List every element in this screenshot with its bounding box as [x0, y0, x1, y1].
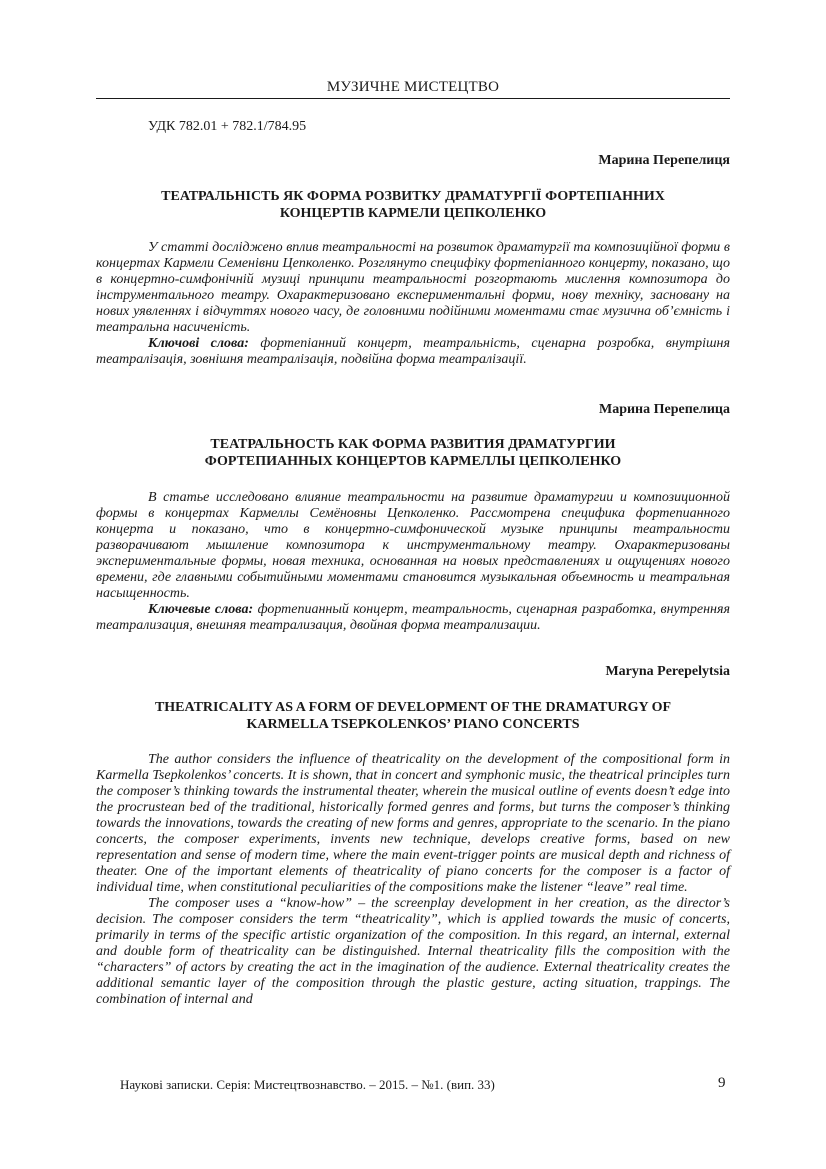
footer-citation: Наукові записки. Серія: Мистецтвознавство. – 2015. – №1. (вип. 33) [120, 1077, 495, 1092]
header-rule [96, 98, 730, 99]
keywords-uk [96, 336, 730, 368]
abstract-uk-text: У статті досліджено вплив театральності на розвиток драматургії та композиційної форми в концертах Кармели Семенівни Цепколенко. Розглянуто специфіку фортепіанного концерту, показано, що в концертно-симфонічній музиці принципи театральності розгортають мислення композитора до інструментального театру. Охарактеризовано експериментальні форми, нову техніку, засновану на нових уявленнях і відчуттях нового часу, де головними подійними моментами стає музична об’ємність і театральна насиченість. [96, 240, 730, 335]
title-uk [96, 188, 730, 222]
title-ru [96, 436, 730, 470]
title-uk-line1: ТЕАТРАЛЬНІСТЬ ЯК ФОРМА РОЗВИТКУ ДРАМАТУРГІЇ ФОРТЕПІАННИХ [161, 189, 665, 204]
title-en [96, 699, 730, 733]
author-uk: Марина Перепелиця [598, 153, 730, 168]
title-en-line2: KARMELLA TSEPKOLENKOS’ PIANO CONCERTS [246, 717, 580, 732]
abstract-ru-text: В статье исследовано влияние театральности на развитие драматургии и композиционной формы в концертах Кармеллы Семёновны Цепколенко. Рассмотрена специфика фортепианного концерта и показано, что в концертно-симфонической музыке принципы театральности разворачивают мышление композитора к инструментальному театру. Охарактеризованы экспериментальные формы, новая техника, основанная на новых представлениях и ощущениях нового времени, где главными событийными моментами становится музыкальная объемность и театральная насыщенность. [96, 490, 730, 601]
summary-en-paragraph-1: The author considers the influence of theatricality on the development of the compositional form in Karmella Tsepkolenkos’ concerts. It is shown, that in concert and symphonic music, the theatrical principles turn the composer’s thinking towards the instrumental theater, wherein the musical outline of events doesn’t edge into the procrustean bed of the traditional, historically formed genres and forms, but turns the composer’s thinking towards the innovations, towards the creating of new forms and genres, appropriate to the scenario. In the piano concerts, the composer experiments, invents new technique, develops creative forms, based on new representation and sense of modern time, where the main event-trigger points are musical depth and richness of theater. One of the important elements of theatricality of piano concerts for the composer is a factor of individual time, when constitutional peculiarities of the compositions make the listener “leave” real time. [96, 752, 730, 895]
abstract-uk [96, 240, 730, 368]
keywords-uk-text: фортепіанний концерт, театральність, сценарна розробка, внутрішня театралізація, зовнішня театралізація, подвійна форма театралізації. [96, 336, 730, 367]
abstract-ru [96, 490, 730, 634]
running-head: МУЗИЧНЕ МИСТЕЦТВО [326, 79, 500, 95]
summary-en [96, 752, 730, 1008]
keywords-uk-label: Ключові слова: [148, 336, 249, 351]
title-en-line1: THEATRICALITY AS A FORM OF DEVELOPMENT OF THE DRAMATURGY OF [154, 700, 672, 715]
keywords-ru-label: Ключевые слова: [148, 602, 254, 617]
page-number: 9 [718, 1075, 726, 1091]
title-ru-line1: ТЕАТРАЛЬНОСТЬ КАК ФОРМА РАЗВИТИЯ ДРАМАТУРГИИ [210, 437, 616, 452]
author-en: Maryna Perepelytsia [605, 664, 730, 679]
keywords-ru [96, 602, 730, 634]
title-uk-line2: КОНЦЕРТІВ КАРМЕЛИ ЦЕПКОЛЕНКО [279, 206, 547, 221]
title-ru-line2: ФОРТЕПИАННЫХ КОНЦЕРТОВ КАРМЕЛЛЫ ЦЕПКОЛЕНКО [204, 454, 622, 469]
keywords-ru-text: фортепианный концерт, театральность, сценарная разработка, внутренняя театрализация, внешняя театрализация, двойная форма театрализации. [96, 602, 730, 633]
author-ru: Марина Перепелица [598, 402, 730, 417]
udc-code: УДК 782.01 + 782.1/784.95 [148, 119, 307, 134]
summary-en-paragraph-2: The composer uses a “know-how” – the screenplay development in her creation, as the director’s decision. The composer considers the term “theatricality”, which is applied towards the music of concerts, primarily in terms of the specific artistic organization of the composition. In this regard, an internal, external and double form of theatricality can be distinguished. Internal theatricality fills the composition with the “characters” of actors by creating the act in the imagination of the audience. External theatricality creates the additional semantic layer of the composition through the plastic gesture, acting situation, trappings. The combination of internal and [96, 896, 730, 1007]
